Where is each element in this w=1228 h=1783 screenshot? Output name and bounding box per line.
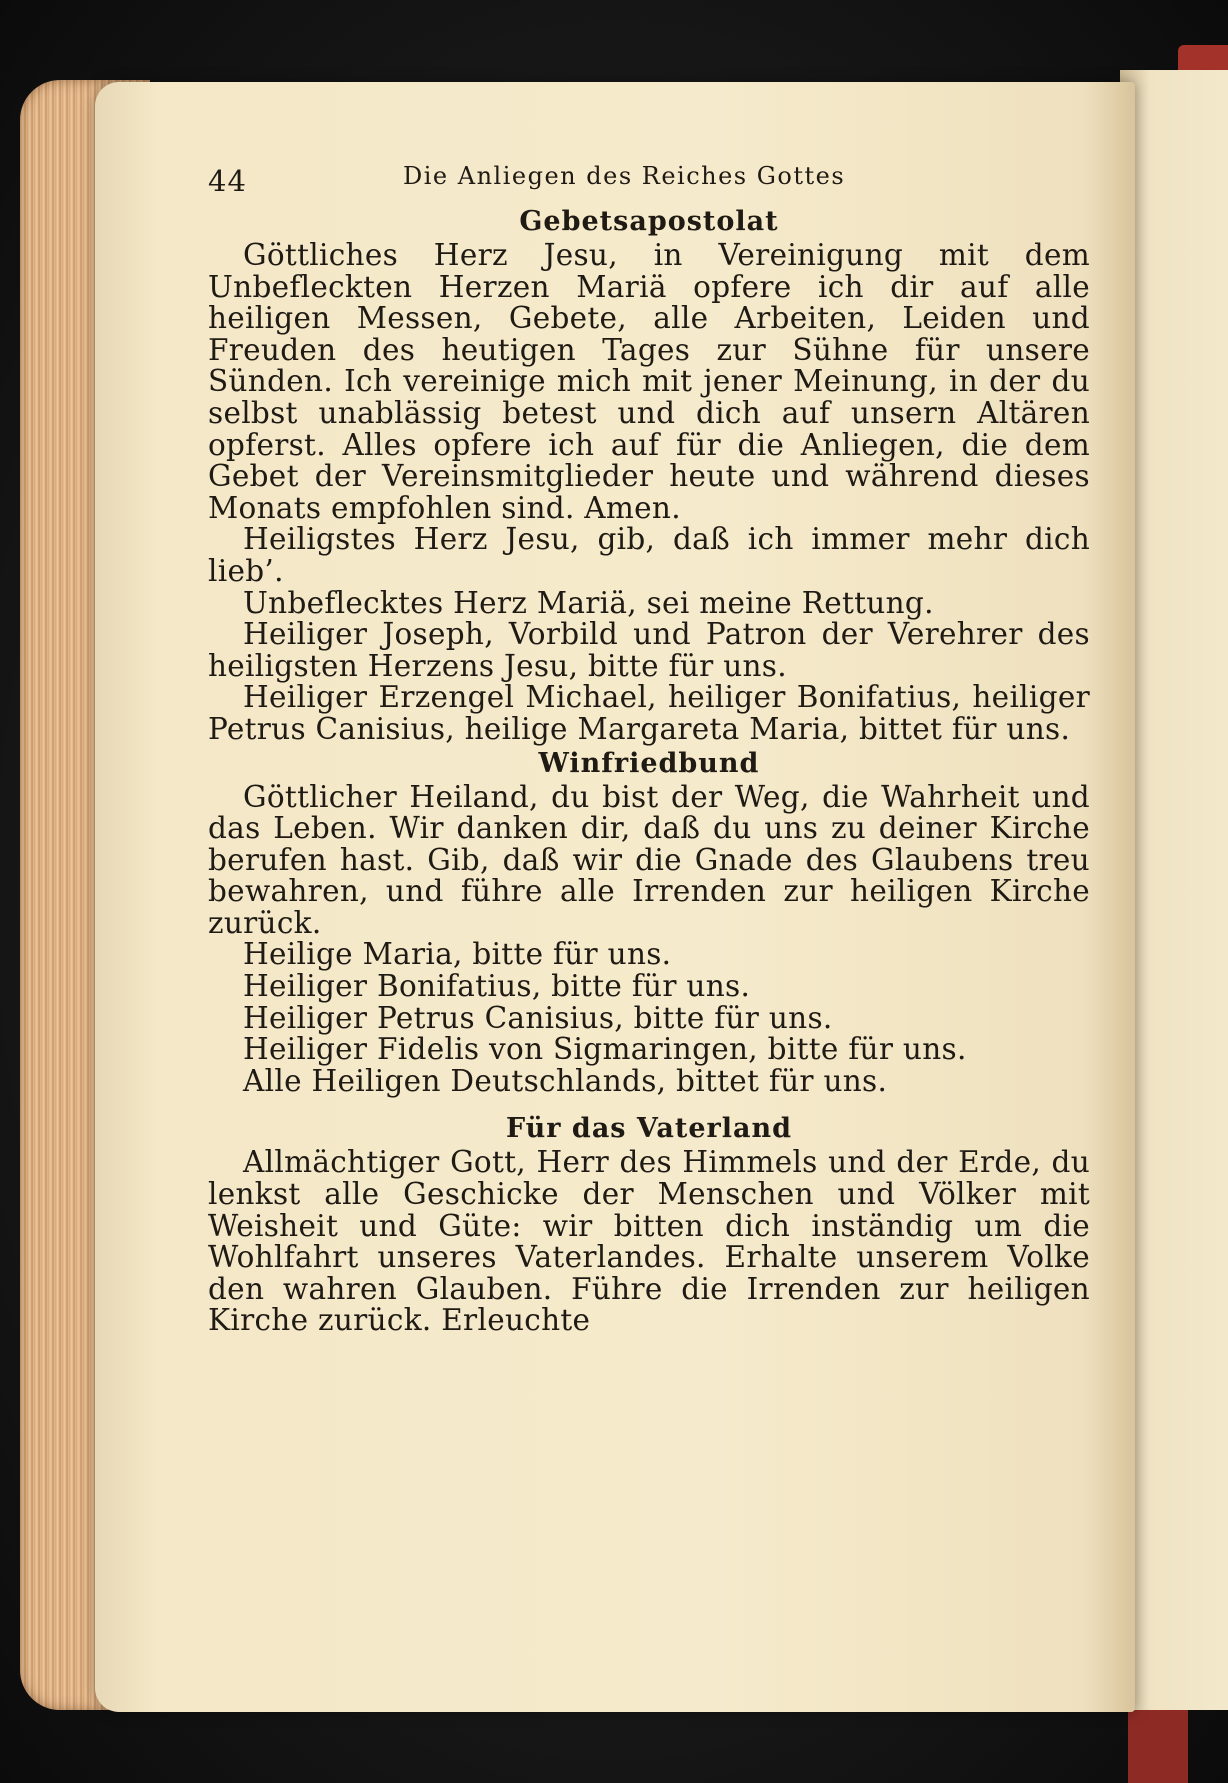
prayer-paragraph: Göttliches Herz Jesu, in Vereinigung mit dem Unbefleckten Herzen Mariä opfere ich dir auf alle heiligen Messen, Gebete, alle Arbeiten, Leiden und Freuden des heutigen Tages zur Sühne für unsere Sünden. Ich vereinige mich mit jener Meinung, in der du selbst unablässig betest und dich auf unsern Altären opferst. Alles opfere ich auf für die Anliegen, die dem Gebet der Vereinsmitglieder heute und während dieses Monats empfohlen sind. Amen. [208,238,1090,525]
prayer-paragraph: Heilige Maria, bitte für uns. [243,937,672,972]
prayer-paragraph: Heiliger Erzengel Michael, heiliger Bonifatius, heiliger Petrus Canisius, heilige Margareta Maria, bittet für uns. [208,680,1090,746]
prayer-paragraph: Heiligstes Herz Jesu, gib, daß ich immer mehr dich lieb’. [208,522,1090,588]
running-head: Die Anliegen des Reiches Gottes [403,162,846,190]
prayer-paragraph: Göttlicher Heiland, du bist der Weg, die Wahrheit und das Leben. Wir danken dir, daß du uns zu deiner Kirche berufen hast. Gib, daß wir die Gnade des Glaubens treu bewahren, und führe alle Irrenden zur heiligen Kirche zurück. [208,779,1090,940]
page-number: 44 [208,164,247,198]
section-heading: Gebetsapostolat [519,206,779,237]
facing-page-edge [1120,70,1228,1710]
prayer-paragraph: Alle Heiligen Deutschlands, bittet für uns. [243,1063,888,1098]
prayer-paragraph: Heiliger Joseph, Vorbild und Patron der Verehrer des heiligsten Herzens Jesu, bitte für uns. [208,617,1090,683]
prayer-paragraph: Allmächtiger Gott, Herr des Himmels und der Erde, du lenkst alle Geschicke der Menschen und Völker mit Weisheit und Güte: wir bitten dich inständig um die Wohlfahrt unseres Vaterlandes. Erhalte unserem Volke den wahren Glauben. Führe die Irrenden zur heiligen Kirche zurück. Erleuchte [208,1145,1090,1338]
prayer-paragraph: Heiliger Fidelis von Sigmaringen, bitte für uns. [243,1032,967,1067]
prayer-paragraph: Unbeflecktes Herz Mariä, sei meine Rettung. [243,585,934,620]
section-heading: Winfriedbund [538,747,760,779]
section-heading: Für das Vaterland [505,1113,793,1145]
prayer-paragraph: Heiliger Bonifatius, bitte für uns. [243,969,751,1004]
page-content [208,154,1090,1337]
page-header [208,154,1090,204]
prayer-paragraph: Heiliger Petrus Canisius, bitte für uns. [243,1000,833,1035]
